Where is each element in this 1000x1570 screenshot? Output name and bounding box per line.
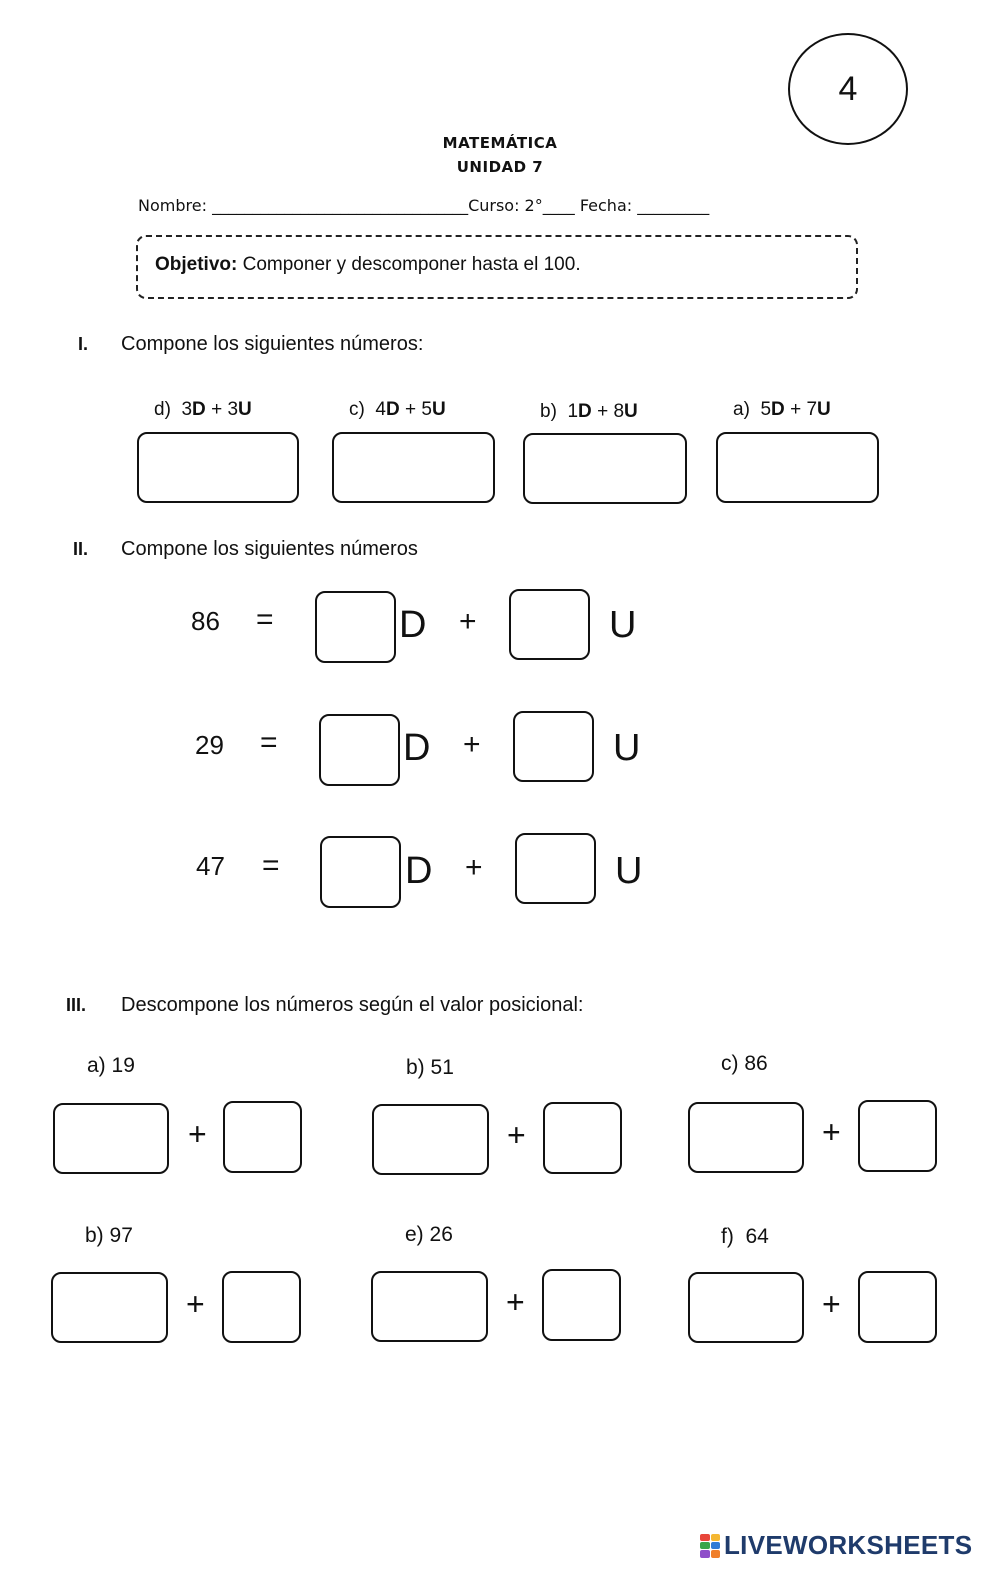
equation-number: 86 <box>191 606 220 636</box>
plus-sign: + <box>465 851 483 884</box>
plus-sign: + <box>463 728 481 761</box>
unit-title: UNIDAD 7 <box>456 158 544 176</box>
plus-sign: + <box>822 1114 841 1150</box>
tens-letter: D <box>403 727 431 769</box>
objective <box>155 254 581 276</box>
ones-answer-box[interactable] <box>543 1102 622 1174</box>
ones-answer-box[interactable] <box>222 1271 301 1343</box>
plus-sign: + <box>459 605 477 638</box>
compose-item-label: d) 3D + 3U <box>154 399 252 420</box>
name-label: Nombre: <box>138 196 207 215</box>
compose-item-label: a) 5D + 7U <box>733 399 831 420</box>
section2-number: II. <box>73 539 89 559</box>
ones-letter: U <box>613 727 641 769</box>
section2-title: Compone los siguientes números <box>121 538 418 560</box>
compose-answer-box-d[interactable] <box>137 432 299 503</box>
compose-item-label: c) 4D + 5U <box>349 399 446 420</box>
ones-answer-box[interactable] <box>858 1271 937 1343</box>
course-label: Curso: 2° <box>468 196 543 215</box>
tens-answer-box[interactable] <box>51 1272 168 1343</box>
plus-sign: + <box>507 1117 526 1153</box>
tens-answer-box[interactable] <box>319 714 400 786</box>
equals-sign: = <box>260 726 278 759</box>
compose-answer-box-a[interactable] <box>716 432 879 503</box>
subject-title: MATEMÁTICA <box>442 134 558 152</box>
section3-title: Descompone los números según el valor posicional: <box>121 994 584 1016</box>
compose-item-label: b) 1D + 8U <box>540 401 638 422</box>
tens-answer-box[interactable] <box>320 836 401 908</box>
plus-sign: + <box>186 1286 205 1322</box>
date-field[interactable]: _________ <box>637 196 710 215</box>
ones-answer-box[interactable] <box>858 1100 937 1172</box>
tens-letter: D <box>405 850 433 892</box>
ones-answer-box[interactable] <box>542 1269 621 1341</box>
ones-answer-box[interactable] <box>509 589 590 660</box>
objective-label: Objetivo: <box>155 254 238 275</box>
tens-answer-box[interactable] <box>53 1103 169 1174</box>
decompose-item-label: b) 97 <box>85 1224 133 1247</box>
compose-answer-box-c[interactable] <box>332 432 495 503</box>
section3-number: III. <box>66 995 87 1015</box>
tens-answer-box[interactable] <box>372 1104 489 1175</box>
student-info-line <box>138 196 709 215</box>
equals-sign: = <box>256 603 274 636</box>
tens-answer-box[interactable] <box>688 1102 804 1173</box>
plus-sign: + <box>822 1286 841 1322</box>
date-label: Fecha: <box>579 196 633 215</box>
tens-answer-box[interactable] <box>315 591 396 663</box>
decompose-item-label: b) 51 <box>406 1056 454 1079</box>
name-field[interactable]: ________________________________ <box>212 196 469 215</box>
objective-text: Componer y descomponer hasta el 100. <box>237 254 581 275</box>
equals-sign: = <box>262 849 280 882</box>
ones-answer-box[interactable] <box>223 1101 302 1173</box>
course-field[interactable]: ____ <box>542 196 575 215</box>
ones-letter: U <box>609 604 637 646</box>
liveworksheets-logo <box>700 1530 972 1561</box>
decompose-item-label: c) 86 <box>721 1052 768 1075</box>
section1-title: Compone los siguientes números: <box>121 333 424 355</box>
plus-sign: + <box>188 1116 207 1152</box>
liveworksheets-logo-icon <box>700 1534 720 1558</box>
equation-number: 47 <box>196 851 225 881</box>
ones-letter: U <box>615 850 643 892</box>
decompose-item-label: e) 26 <box>405 1223 453 1246</box>
decompose-item-label: a) 19 <box>87 1054 135 1077</box>
equation-number: 29 <box>195 730 224 760</box>
page-number: 4 <box>788 33 908 145</box>
tens-answer-box[interactable] <box>371 1271 488 1342</box>
tens-letter: D <box>399 604 427 646</box>
tens-answer-box[interactable] <box>688 1272 804 1343</box>
decompose-item-label: f) 64 <box>721 1225 769 1248</box>
ones-answer-box[interactable] <box>515 833 596 904</box>
brand-name: LIVEWORKSHEETS <box>724 1530 973 1560</box>
compose-answer-box-b[interactable] <box>523 433 687 504</box>
ones-answer-box[interactable] <box>513 711 594 782</box>
plus-sign: + <box>506 1284 525 1320</box>
section1-number: I. <box>78 334 89 354</box>
